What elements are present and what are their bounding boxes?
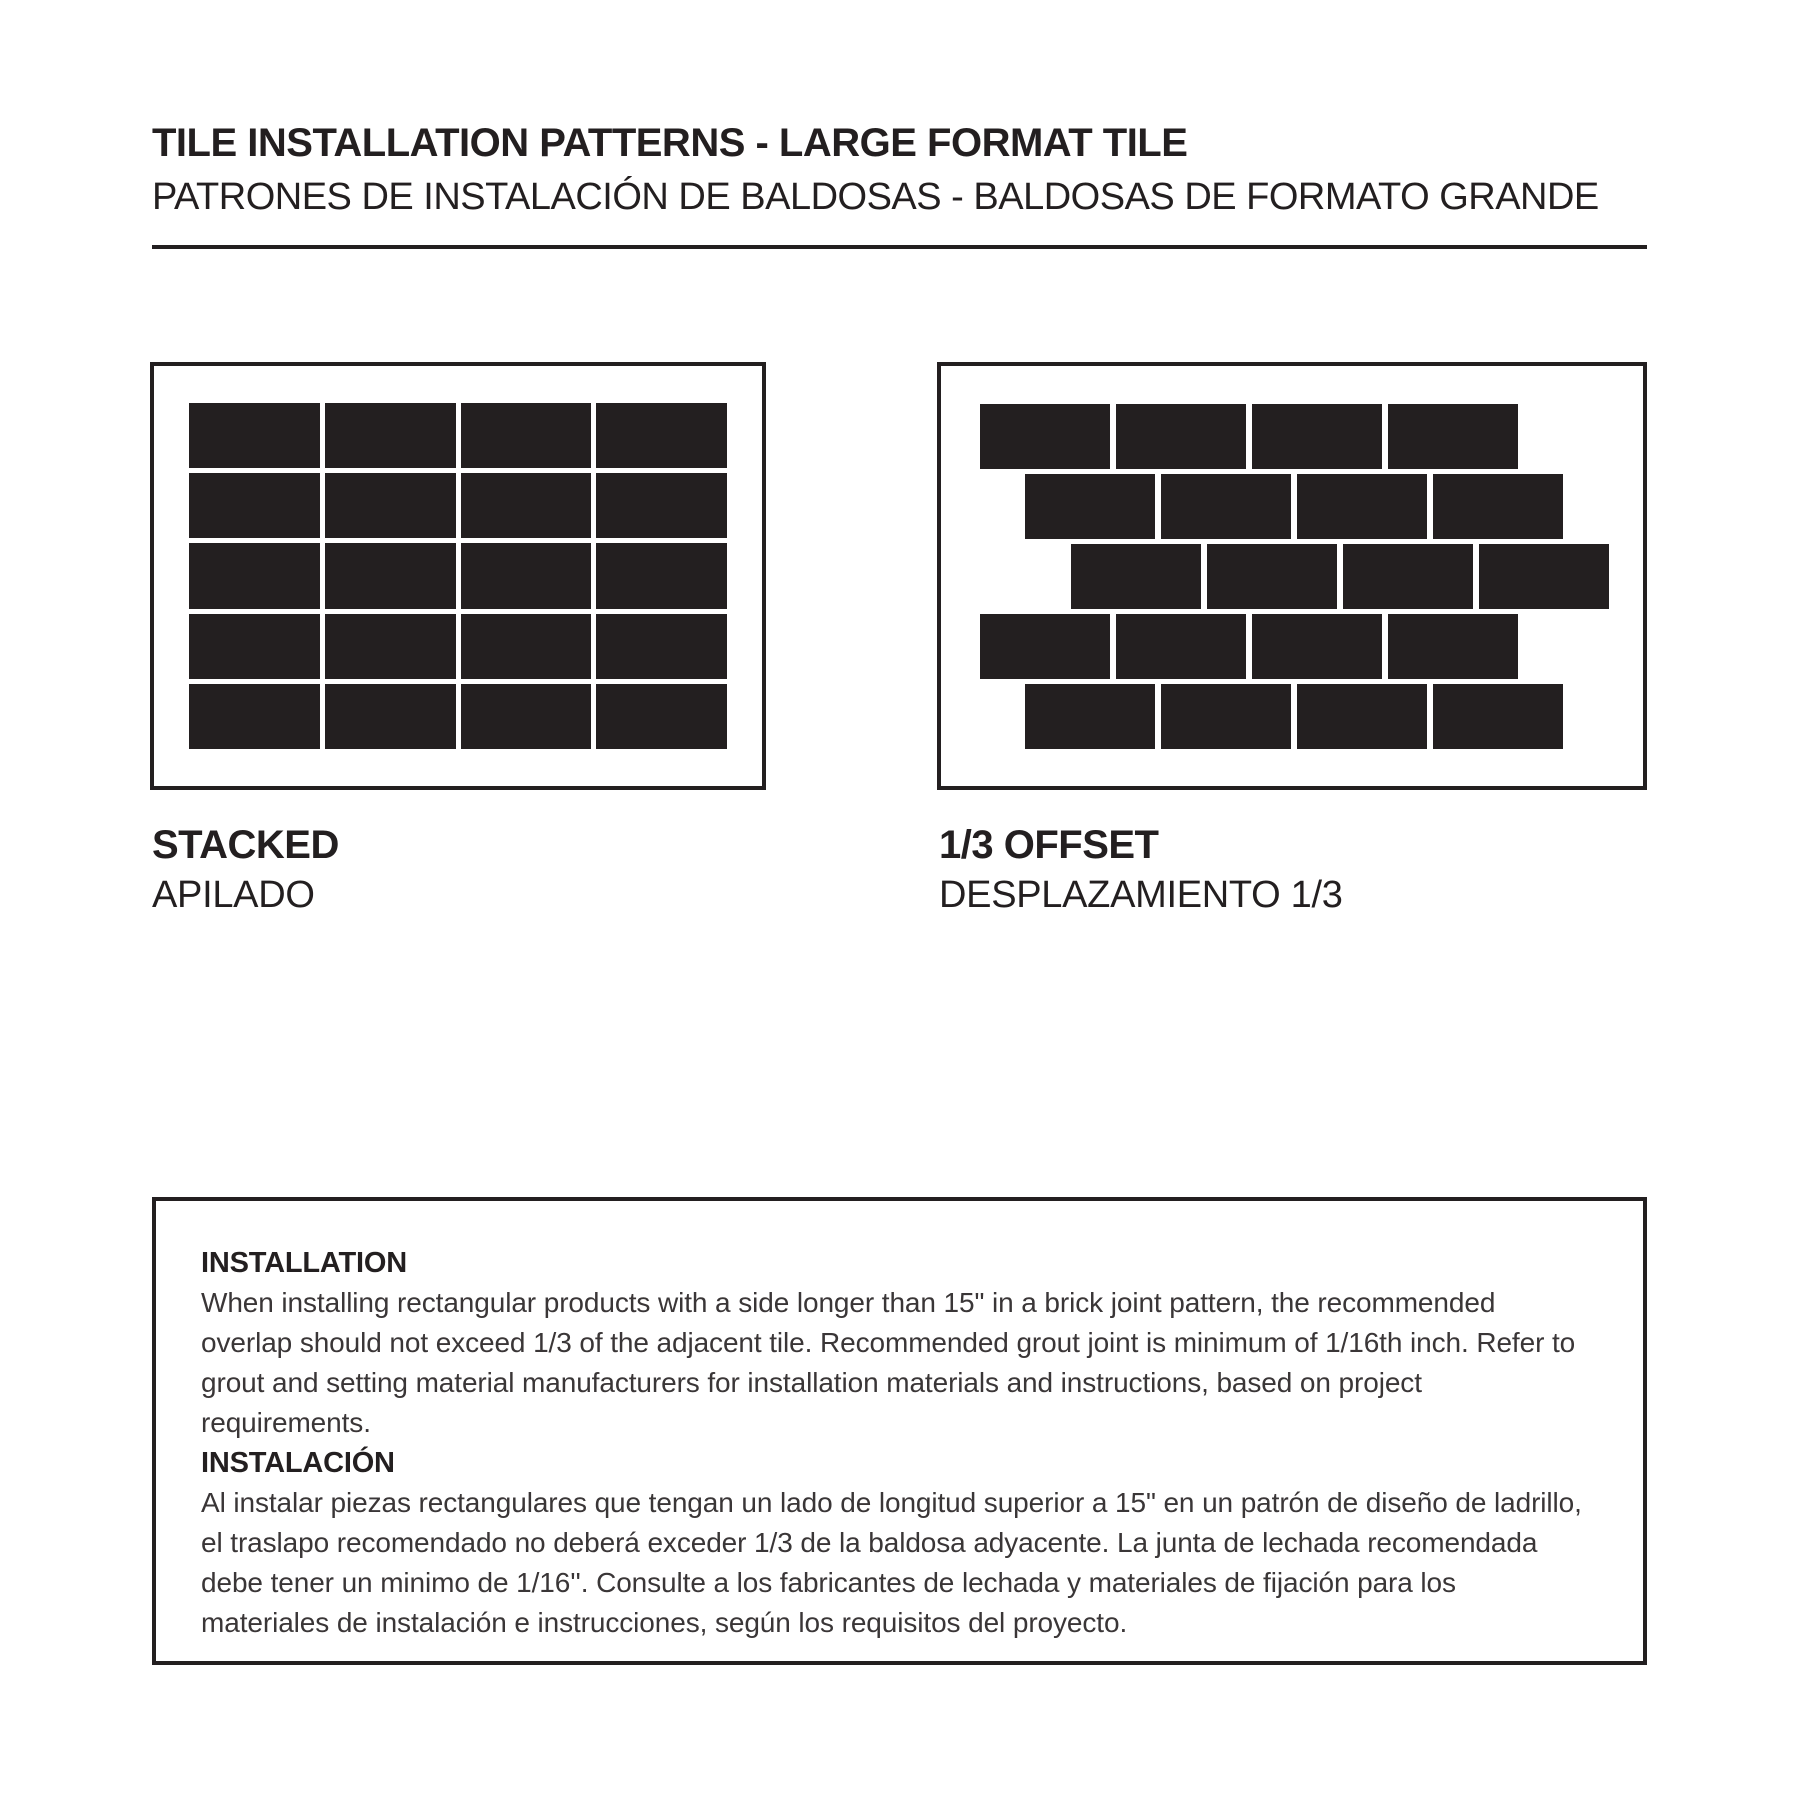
tile: [1433, 684, 1563, 749]
tile: [1207, 544, 1337, 609]
tile: [325, 684, 456, 749]
tile: [980, 614, 1110, 679]
tile: [1297, 474, 1427, 539]
tile: [1433, 474, 1563, 539]
tile: [189, 614, 320, 679]
stacked-label-en: STACKED: [152, 823, 339, 867]
tile: [189, 543, 320, 608]
tile: [1252, 404, 1382, 469]
tile-row: [986, 684, 1643, 749]
tile: [596, 684, 727, 749]
tile: [461, 473, 592, 538]
offset-label-es: DESPLAZAMIENTO 1/3: [939, 874, 1343, 916]
page-header: [152, 116, 1599, 224]
tile: [189, 473, 320, 538]
tile: [1116, 614, 1246, 679]
tile: [1161, 684, 1291, 749]
tile-row: [1032, 544, 1643, 609]
tile: [1025, 474, 1155, 539]
installation-text-line: requirements.: [201, 1407, 371, 1438]
installation-text-line: When installing rectangular products with a side longer than 15" in a brick joint pattern, the recommended: [201, 1287, 1496, 1318]
header-divider: [152, 245, 1647, 249]
tile: [1161, 474, 1291, 539]
installation-text-line: el traslapo recomendado no deberá exceder 1/3 de la baldosa adyacente. La junta de lechada recomendada: [201, 1527, 1538, 1558]
tile: [596, 543, 727, 608]
installation-text-line: debe tener un minimo de 1/16''. Consulte a los fabricantes de lechada y materiales de fijación para los: [201, 1567, 1456, 1598]
stacked-pattern-diagram: [150, 362, 766, 790]
tile: [325, 543, 456, 608]
page-subtitle: PATRONES DE INSTALACIÓN DE BALDOSAS - BALDOSAS DE FORMATO GRANDE: [152, 176, 1599, 218]
stacked-tile-grid: [154, 366, 762, 786]
tile: [1343, 544, 1473, 609]
one-third-offset-pattern-diagram: [937, 362, 1647, 790]
tile: [596, 614, 727, 679]
installation-heading-en: INSTALLATION: [201, 1247, 407, 1279]
tile: [1116, 404, 1246, 469]
installation-text-line: materiales de instalación e instrucciones, según los requisitos del proyecto.: [201, 1607, 1128, 1638]
offset-label: [939, 820, 1343, 920]
tile: [189, 403, 320, 468]
tile: [461, 614, 592, 679]
page-title: TILE INSTALLATION PATTERNS - LARGE FORMAT TILE: [152, 121, 1188, 165]
tile: [596, 473, 727, 538]
tile: [189, 684, 320, 749]
installation-heading-es: INSTALACIÓN: [201, 1447, 395, 1479]
stacked-label: [152, 820, 339, 920]
tile-row: [941, 404, 1643, 469]
tile: [1252, 614, 1382, 679]
tile: [1071, 544, 1201, 609]
offset-rows: [941, 366, 1643, 786]
tile: [980, 404, 1110, 469]
tile: [1388, 614, 1518, 679]
tile: [461, 684, 592, 749]
tile: [325, 614, 456, 679]
tile: [596, 403, 727, 468]
tile: [325, 473, 456, 538]
installation-text-line: overlap should not exceed 1/3 of the adjacent tile. Recommended grout joint is minimum of 1/16th inch. Refer to: [201, 1327, 1576, 1358]
tile: [1025, 684, 1155, 749]
installation-info-box: [152, 1197, 1647, 1665]
tile: [461, 543, 592, 608]
tile: [325, 403, 456, 468]
tile-row: [986, 474, 1643, 539]
tile: [1479, 544, 1609, 609]
tile: [461, 403, 592, 468]
tile-row: [941, 614, 1643, 679]
installation-text-line: Al instalar piezas rectangulares que tengan un lado de longitud superior a 15" en un patrón de diseño de ladrillo,: [201, 1487, 1582, 1518]
offset-label-en: 1/3 OFFSET: [939, 823, 1159, 867]
stacked-label-es: APILADO: [152, 874, 315, 916]
tile: [1388, 404, 1518, 469]
tile: [1297, 684, 1427, 749]
installation-text-line: grout and setting material manufacturers for installation materials and instructions, based on project: [201, 1367, 1422, 1398]
